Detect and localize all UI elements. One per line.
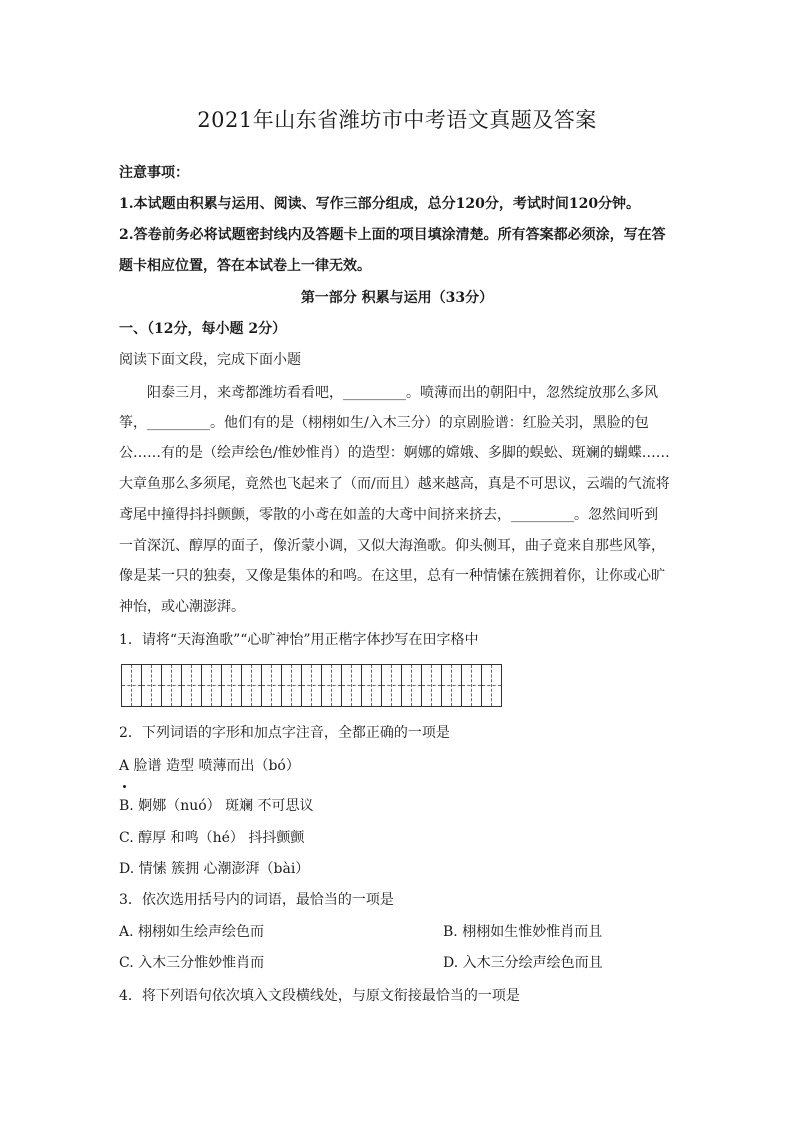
tianzige-cell[interactable]	[302, 665, 322, 706]
tianzige-cell[interactable]	[262, 665, 282, 706]
question-3-option-b: B. 栩栩如生惟妙惟肖而且	[443, 924, 603, 940]
question-2-option-c: C. 醇厚 和鸣（hé） 抖抖颤颤	[119, 830, 305, 846]
tianzige-cell[interactable]	[122, 665, 142, 706]
tianzige-cell[interactable]	[462, 665, 482, 706]
question-1: 1．请将“天海渔歌”“心旷神怡”用正楷字体抄写在田字格中	[119, 632, 479, 648]
passage-line: 阳泰三月，来鸢都潍坊看看吧，_________。喷薄而出的朝阳中，忽然绽放那么多风	[119, 385, 658, 401]
tianzige-cell[interactable]	[142, 665, 162, 706]
tianzige-cell[interactable]	[322, 665, 342, 706]
question-3-option-d: D. 入木三分绘声绘色而且	[443, 955, 603, 971]
section-heading: 一、（12分，每小题 2分）	[119, 321, 287, 337]
question-4-stem: 4．将下列语句依次填入文段横线处，与原文衔接最恰当的一项是	[119, 988, 520, 1004]
passage-line: 鸢尾中撞得抖抖颤颤，零散的小鸢在如盖的大鸢中间挤来挤去，_________。忽然间听到	[119, 507, 658, 523]
passage-line: 大章鱼那么多须尾，竟然也飞起来了（而/而且）越来越高，真是不可思议，云端的气流将	[119, 476, 670, 492]
tianzige-cell[interactable]	[202, 665, 222, 706]
tianzige-cell[interactable]	[482, 665, 502, 706]
tianzige-cell[interactable]	[402, 665, 422, 706]
passage-line: 一首深沉、醇厚的面子，像沂蒙小调，又似大海渔歌。仰头侧耳，曲子竟来自那些风筝，	[119, 538, 665, 554]
question-2-option-a: A 脸谱 造型 喷薄而出（bó）	[119, 758, 300, 774]
question-2-option-b: B. 婀娜（nuó） 斑斓 不可思议	[119, 798, 314, 814]
tianzige-cell[interactable]	[362, 665, 382, 706]
notice-item-2-line-2: 题卡相应位置，答在本试卷上一律无效。	[119, 258, 371, 274]
notice-item-1: 1.本试题由积累与运用、阅读、写作三部分组成，总分120分，考试时间120分钟。	[119, 196, 641, 212]
question-3-option-c: C. 入木三分惟妙惟肖而	[119, 955, 265, 971]
passage-line: 筝，_________。他们有的是（栩栩如生/入木三分）的京剧脸谱：红脸关羽，黑脸的包	[119, 415, 649, 431]
question-3-option-a: A. 栩栩如生绘声绘色而	[119, 924, 265, 940]
tianzige-cell[interactable]	[162, 665, 182, 706]
question-3-stem: 3．依次选用括号内的词语，最恰当的一项是	[119, 892, 394, 908]
notice-item-2-line-1: 2.答卷前务必将试题密封线内及答题卡上面的项目填涂清楚。所有答案都必须涂，写在答	[119, 227, 666, 243]
tianzige-cell[interactable]	[222, 665, 242, 706]
tianzige-cell[interactable]	[282, 665, 302, 706]
passage-line: 公……有的是（绘声绘色/惟妙惟肖）的造型：婀娜的嫦娥、多脚的蜈蚣、斑斓的蝴蝶……	[119, 445, 670, 461]
passage-line: 像是某一只的独奏，又像是集体的和鸣。在这里，总有一种情愫在簇拥着你，让你或心旷	[119, 568, 665, 584]
tianzige-cell[interactable]	[342, 665, 362, 706]
emphasis-dot-icon	[123, 785, 126, 788]
instruction-text: 阅读下面文段，完成下面小题	[119, 352, 301, 368]
tianzige-cell[interactable]	[442, 665, 462, 706]
tianzige-cell[interactable]	[182, 665, 202, 706]
part-heading: 第一部分 积累与运用（33分）	[300, 290, 494, 306]
tianzige-cell[interactable]	[382, 665, 402, 706]
tianzige-cell[interactable]	[242, 665, 262, 706]
question-2-stem: 2．下列词语的字形和加点字注音，全都正确的一项是	[119, 725, 450, 741]
passage-line: 神怡，或心潮澎湃。	[119, 599, 245, 615]
tianzige-grid[interactable]	[121, 664, 502, 707]
tianzige-cell[interactable]	[422, 665, 442, 706]
document-title: 2021年山东省潍坊市中考语文真题及答案	[197, 108, 597, 132]
question-2-option-d: D. 情愫 簇拥 心潮澎湃（bài）	[119, 861, 310, 877]
notice-heading: 注意事项：	[119, 165, 189, 181]
